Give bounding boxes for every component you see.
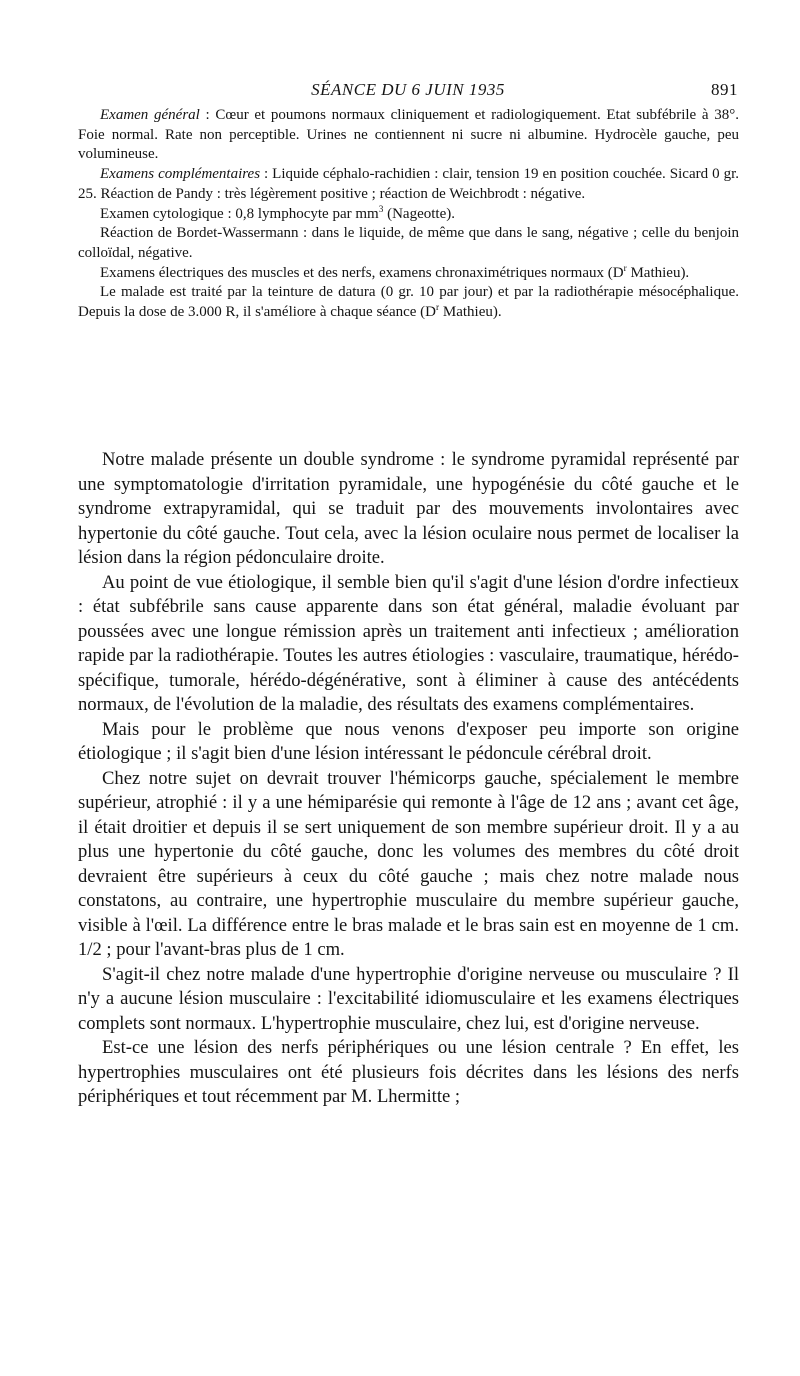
case-note-text: Examens électriques des muscles et des nerfs, examens chronaximétriques normaux (D [100,264,624,281]
discussion-paragraph: Notre malade présente un double syndrome : le syndrome pyramidal représenté par une symptomatologie d'irritation pyramidale, une hypogénésie du côté gauche et le syndrome extrapyramidal, qui se traduit par des mouvements involontaires avec hypertonie du côté gauche. Tout cela, avec la lésion oculaire nous permet de localiser la lésion dans la région pédonculaire droite. [78,449,739,568]
superscript: r [436,303,440,314]
case-note-paragraph [78,106,739,165]
superscript: r [623,263,627,274]
superscript: 3 [378,204,384,215]
case-note-text: Examen cytologique : 0,8 lymphocyte par mm [100,205,379,222]
discussion-paragraph: S'agit-il chez notre malade d'une hypertrophie d'origine nerveuse ou musculaire ? Il n'y a aucune lésion musculaire : l'excitabilité idiomusculaire et les examens électriques complets sont normaux. L'hypertrophie musculaire, chez lui, est d'origine nerveuse. [78,963,739,1034]
case-note-tail: Mathieu). [439,304,502,321]
page-header [78,80,738,104]
case-note-text: Réaction de Bordet-Wassermann : dans le liquide, de même que dans le sang, négative ; celle du benjoin colloïdal, négative. [78,225,739,261]
page-number: 891 [711,80,738,99]
case-notes [78,106,739,323]
discussion-paragraph: Est-ce une lésion des nerfs périphériques ou une lésion centrale ? En effet, les hypertrophies musculaires ont été plusieurs fois décrites dans les lésions des nerfs périphériques et tout récemment par M. Lhermitte ; [78,1037,739,1107]
case-note-text: Le malade est traité par la teinture de datura (0 gr. 10 par jour) et par la radiothérapie mésocéphalique. Depuis la dose de 3.000 R, il s'améliore à chaque séance (D [78,284,739,321]
discussion [78,448,739,1110]
case-note-tail: (Nageotte). [383,205,455,222]
case-note-paragraph [78,205,739,225]
case-note-paragraph [78,165,739,204]
case-note-lead: Examens complémentaires [100,166,261,183]
discussion-paragraph: Au point de vue étiologique, il semble bien qu'il s'agit d'une lésion d'ordre infectieux : état subfébrile sans cause apparente dans son état général, maladie évoluant par poussées avec une longue rémission après un traitement anti infectieux ; amélioration rapide par la radiothérapie. Toutes les autres étiologies : vasculaire, traumatique, hérédo-spécifique, tumorale, hérédo-dégénérative, sont à éliminer à cause des antécédents normaux, de l'évolution de la maladie, des résultats des examens complémentaires. [78,571,739,715]
discussion-paragraph: Chez notre sujet on devrait trouver l'hémicorps gauche, spécialement le membre supérieur, atrophié : il y a une hémiparésie qui remonte à l'âge de 12 ans ; avant cet âge, il était droitier et depuis il se sert uniquement de son membre supérieur droit. Il y a au plus une hypertonie du côté gauche, donc les volumes des membres du côté droit devraient être supérieurs à ceux du côté gauche ; mais chez notre malade nous constatons, au contraire, une hypertrophie musculaire du membre supérieur gauche, visible à l'œil. La différence entre le bras malade et le bras sain est en moyenne de 1 cm. 1/2 ; pour l'avant-bras plus de 1 cm. [78,767,739,960]
discussion-paragraph: Mais pour le problème que nous venons d'exposer peu importe son origine étiologique ; il s'agit bien d'une lésion intéressant le pédoncule cérébral droit. [78,718,739,764]
case-note-lead: Examen général [100,107,200,123]
case-note-paragraph [78,264,739,284]
case-note-paragraph [78,283,739,322]
case-note-paragraph [78,224,739,263]
running-title: SÉANCE DU 6 JUIN 1935 [311,80,505,99]
case-note-text: : Cœur et poumons normaux cliniquement et radiologiquement. Etat subfébrile à 38°. Foie normal. Rate non perceptible. Urines ne contiennent ni sucre ni albumine. Hydrocèle gauche, peu volumineuse. [78,107,739,163]
case-note-text: : Liquide céphalo-rachidien : clair, tension 19 en position couchée. Sicard 0 gr. 25. Réaction de Pandy : très légèrement positive ; réaction de Weichbrodt : négative. [78,166,739,202]
case-note-tail: Mathieu). [626,264,690,281]
